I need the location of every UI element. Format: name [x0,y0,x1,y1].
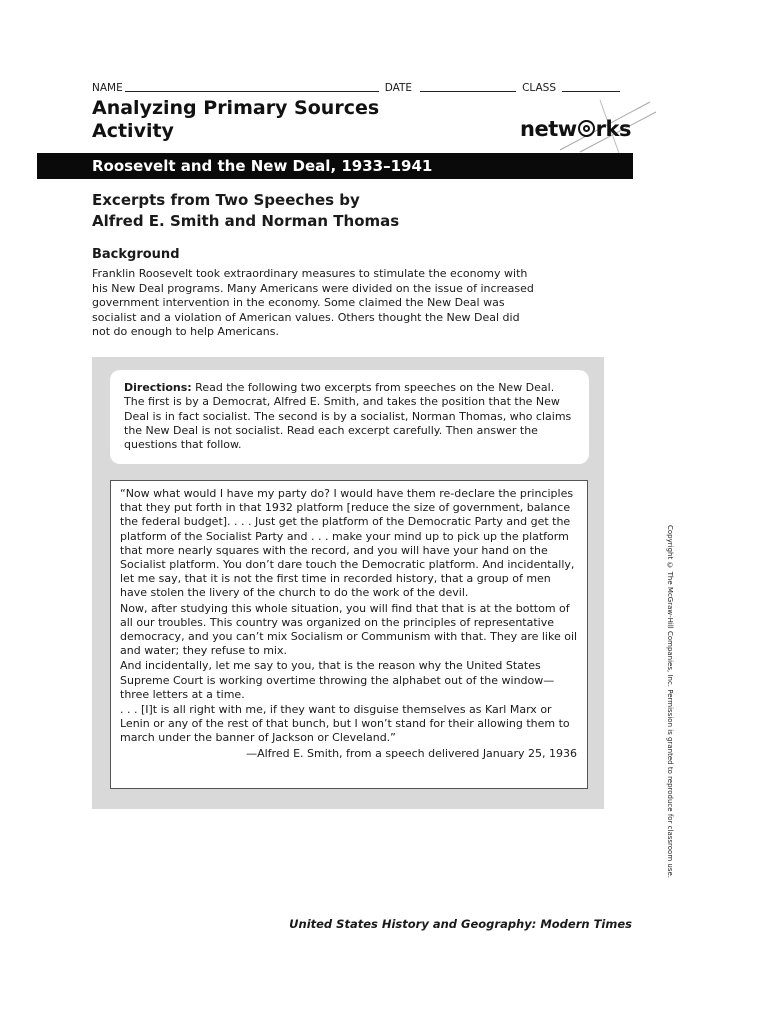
date-label: DATE [384,82,413,94]
page-title [92,97,379,143]
chapter-banner: Roosevelt and the New Deal, 1933–1941 [37,153,633,179]
class-label: CLASS [522,82,556,94]
title-line-2: Activity [92,120,174,142]
date-blank[interactable] [420,90,516,92]
networks-logo [520,117,631,141]
excerpt-attribution: —Alfred E. Smith, from a speech delivered January 25, 1936 [246,746,577,760]
excerpt-paragraph: And incidentally, let me say to you, that is the reason why the United States Supreme Court is working overtime throwing the alphabet out of the window—three letters at a time. [120,659,555,701]
directions-box [110,370,589,464]
directions-text: Read the following two excerpts from speeches on the New Deal. The first is by a Democrat, Alfred E. Smith, and takes the position that the New Deal is in fact socialist. The second is by a socialist, Norman Thomas, who claims the New Deal is not socialist. Read each excerpt carefully. Then answer the questions that follow. [124,381,572,452]
excerpt-paragraph: . . . [I]t is all right with me, if they want to disguise themselves as Karl Marx or Lenin or any of the rest of that bunch, but I won’t stand for their allowing them to march under the banner of Jackson or Cleveland.” [120,703,570,745]
name-label: NAME [92,82,123,94]
excerpt-box [110,480,588,789]
logo-ring-icon [578,120,595,137]
book-title-footer: United States History and Geography: Modern Times [289,917,632,931]
subtitle-line-2: Alfred E. Smith and Norman Thomas [92,212,400,230]
directions-label: Directions: [124,381,192,394]
activity-subtitle [92,190,542,232]
logo-text-part-1: netw [520,117,577,141]
background-text: Franklin Roosevelt took extraordinary measures to stimulate the economy with his New Deal programs. Many Americans were divided on the issue of increased government intervention in the economy. Some claimed the New Deal was socialist and a violation of American values. Others thought the New Deal did not do enough to help Americans. [92,267,534,338]
copyright-notice: Copyright © The McGraw-Hill Companies, Inc. Permission is granted to reproduce for classroom use. [666,525,674,878]
logo-text-part-2: rks [595,117,631,141]
title-line-1: Analyzing Primary Sources [92,97,380,119]
excerpt-paragraph: Now, after studying this whole situation, you will find that that is at the bottom of all our troubles. This country was organized on the principles of representative democracy, and you can’t mix Socialism or Communism with that. They are like oil and water; they refuse to mix. [120,601,578,658]
excerpt-paragraph: “Now what would I have my party do? I would have them re-declare the principles that they put forth in that 1932 platform [reduce the size of government, balance the federal budget]. . . . Just get the platform of the Democratic Party and get the platform of the Socialist Party and . . . make your mind up to pick up the platform that more nearly squares with the record, and you will have your hand on the Socialist platform. You don’t dare touch the Democratic platform. And incidentally, let me say, that it is not the first time in recorded history, that a group of men have stolen the livery of the church to do the work of the devil. [120,487,575,600]
background-heading: Background [92,247,180,262]
name-blank[interactable] [125,90,379,92]
subtitle-line-1: Excerpts from Two Speeches by [92,191,360,209]
